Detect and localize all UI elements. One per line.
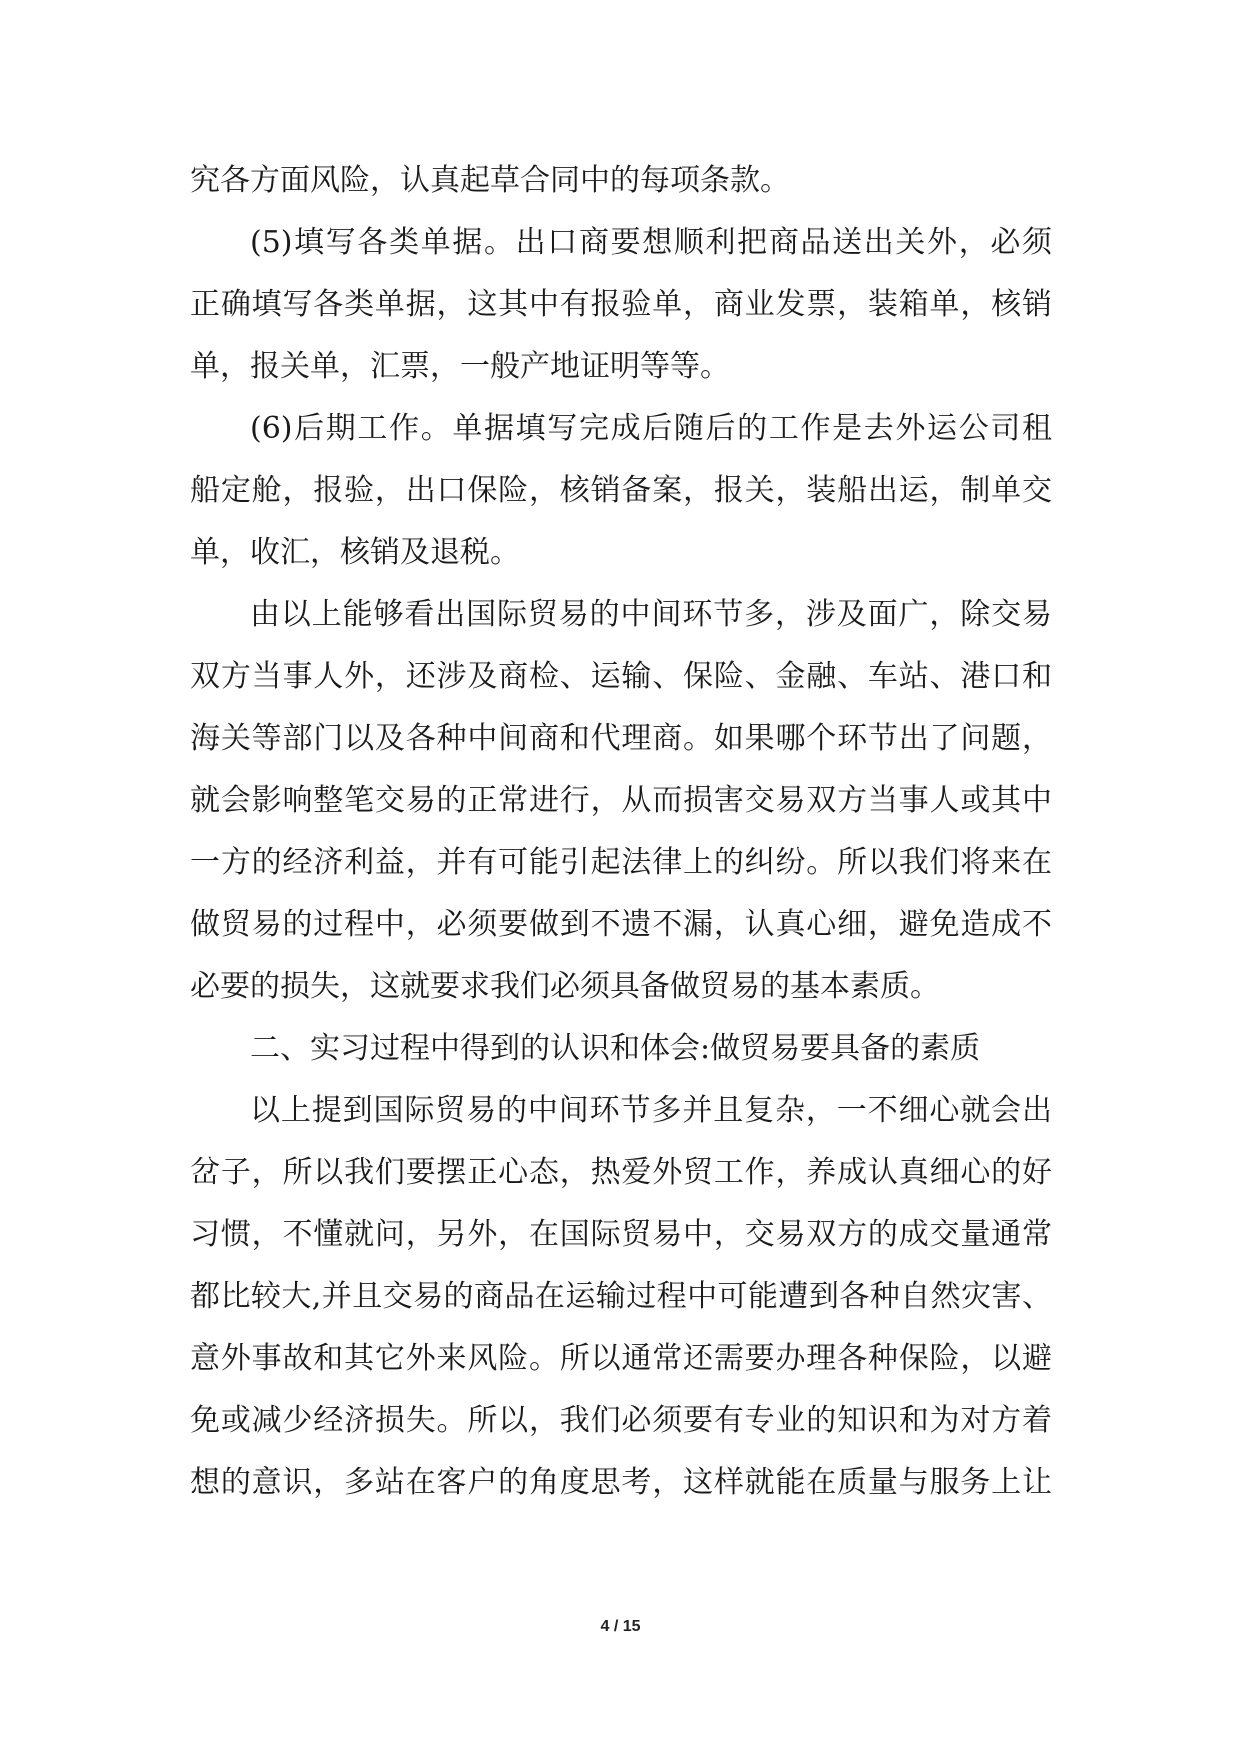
- body-text: [190, 150, 1052, 1514]
- text-line: (5)填写各类单据。出口商要想顺利把商品送出关外，必须: [250, 225, 1052, 260]
- text-line: 岔子，所以我们要摆正心态，热爱外贸工作，养成认真细心的好: [190, 1155, 1052, 1190]
- text-line: 以上提到国际贸易的中间环节多并且复杂，一不细心就会出: [250, 1093, 1052, 1128]
- text-line: 双方当事人外，还涉及商检、运输、保险、金融、车站、港口和: [190, 659, 1052, 694]
- text-line: 想的意识，多站在客户的角度思考，这样就能在质量与服务上让: [190, 1465, 1052, 1500]
- text-line: 单，报关单，汇票，一般产地证明等等。: [190, 349, 730, 384]
- text-line: 单，收汇，核销及退税。: [190, 535, 520, 570]
- text-line: 习惯，不懂就问，另外，在国际贸易中，交易双方的成交量通常: [190, 1217, 1052, 1252]
- text-line: 都比较大,并且交易的商品在运输过程中可能遭到各种自然灾害、: [190, 1279, 1052, 1314]
- text-line: 意外事故和其它外来风险。所以通常还需要办理各种保险，以避: [190, 1341, 1052, 1376]
- text-line: (6)后期工作。单据填写完成后随后的工作是去外运公司租: [250, 411, 1052, 446]
- text-line: 做贸易的过程中，必须要做到不遗不漏，认真心细，避免造成不: [190, 907, 1052, 942]
- section-heading: 二、实习过程中得到的认识和体会:做贸易要具备的素质: [250, 1031, 981, 1066]
- text-line: 就会影响整笔交易的正常进行，从而损害交易双方当事人或其中: [190, 783, 1052, 818]
- text-line: 正确填写各类单据，这其中有报验单，商业发票，装箱单，核销: [190, 287, 1052, 322]
- text-line: 由以上能够看出国际贸易的中间环节多，涉及面广，除交易: [250, 597, 1052, 632]
- text-line: 海关等部门以及各种中间商和代理商。如果哪个环节出了问题，: [190, 721, 1052, 756]
- text-line: 究各方面风险，认真起草合同中的每项条款。: [190, 163, 790, 198]
- text-line: 一方的经济利益，并有可能引起法律上的纠纷。所以我们将来在: [190, 845, 1052, 880]
- text-line: 免或减少经济损失。所以，我们必须要有专业的知识和为对方着: [190, 1403, 1052, 1438]
- text-line: 必要的损失，这就要求我们必须具备做贸易的基本素质。: [190, 969, 940, 1004]
- text-line: 船定舱，报验，出口保险，核销备案，报关，装船出运，制单交: [190, 473, 1052, 508]
- page-number: 4 / 15: [600, 1618, 641, 1635]
